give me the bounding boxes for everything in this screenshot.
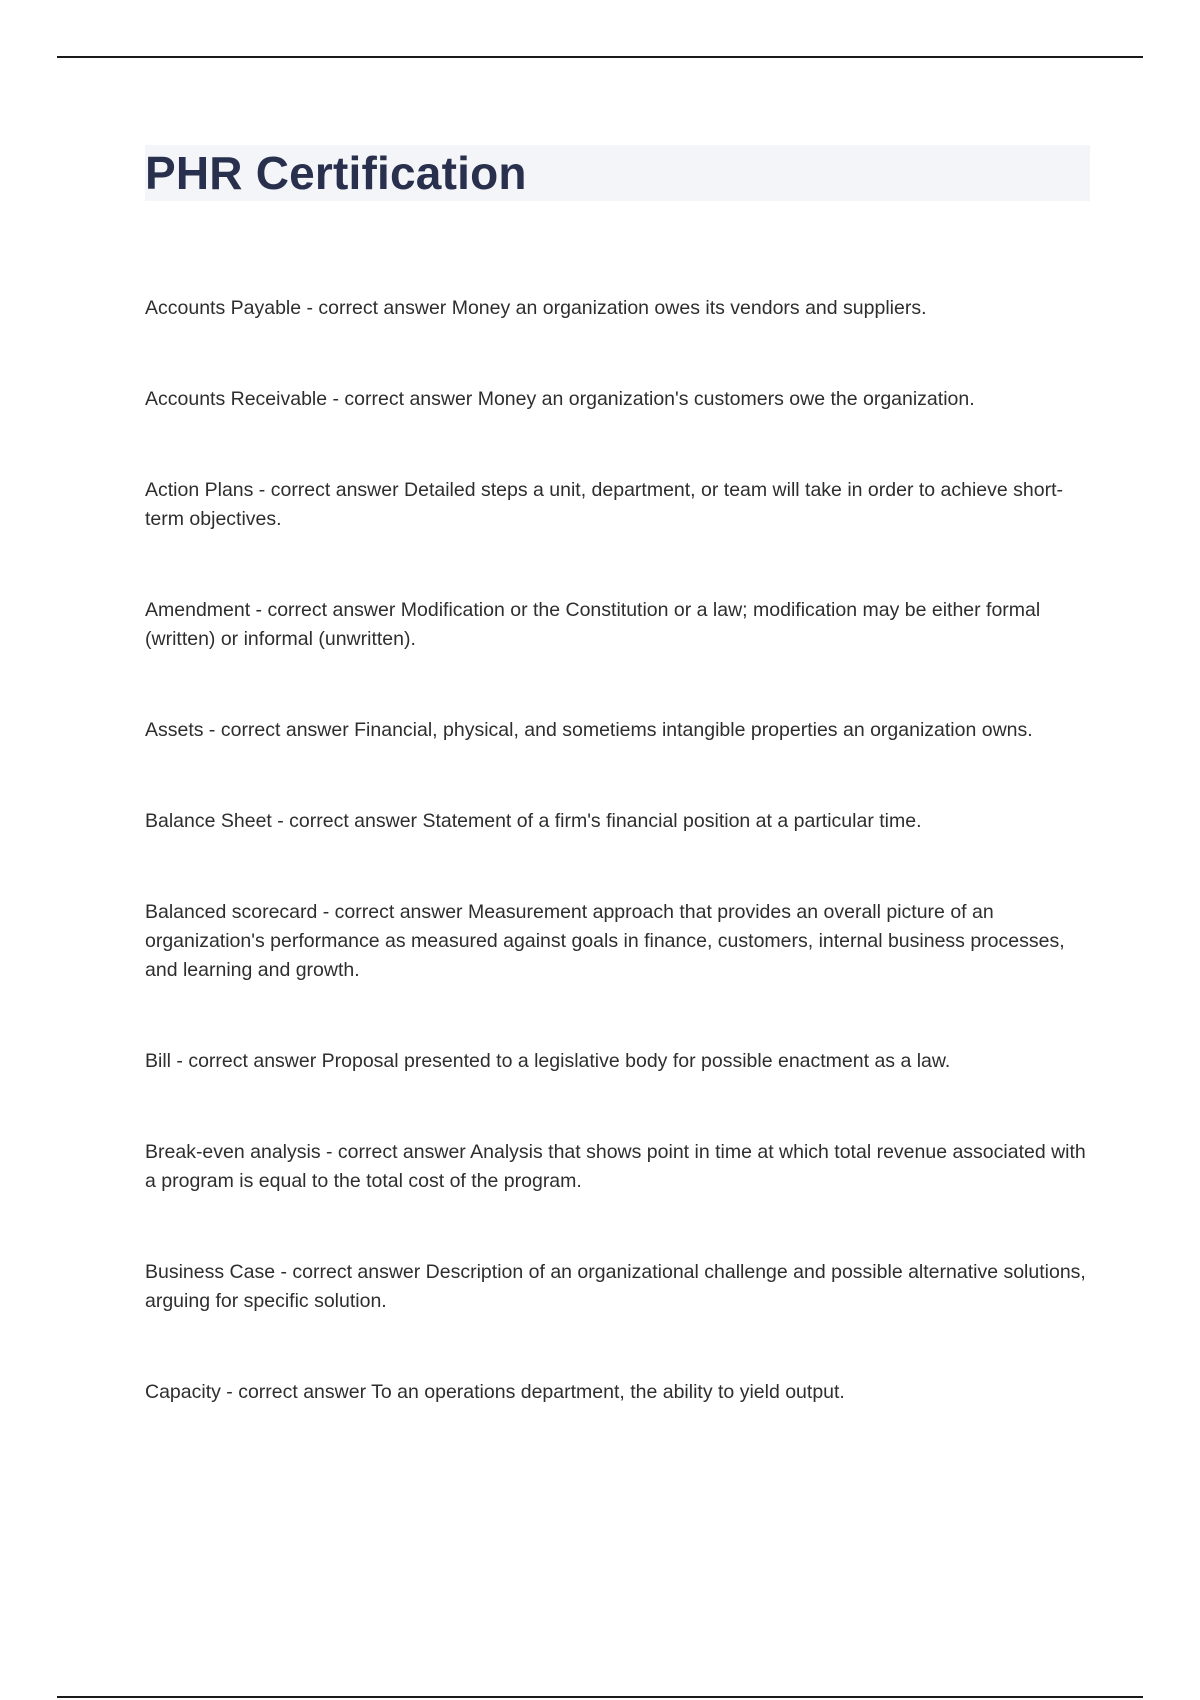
glossary-list xyxy=(145,294,1090,1407)
header-rule xyxy=(57,56,1143,58)
glossary-entry-balanced-scorecard: Balanced scorecard - correct answer Measurement approach that provides an overall picture of an organization's performance as measured against goals in finance, customers, internal business processes, and learning and growth. xyxy=(145,901,1065,981)
title-band xyxy=(145,145,1090,201)
glossary-entry-break-even-analysis: Break-even analysis - correct answer Analysis that shows point in time at which total revenue associated with a program is equal to the total cost of the program. xyxy=(145,1141,1086,1192)
glossary-entry-accounts-receivable: Accounts Receivable - correct answer Money an organization's customers owe the organization. xyxy=(145,388,975,410)
footer-rule xyxy=(57,1696,1143,1698)
glossary-entry-capacity: Capacity - correct answer To an operations department, the ability to yield output. xyxy=(145,1381,845,1403)
glossary-entry-business-case: Business Case - correct answer Description of an organizational challenge and possible alternative solutions, arguing for specific solution. xyxy=(145,1261,1086,1312)
glossary-entry-assets: Assets - correct answer Financial, physical, and sometiems intangible properties an organization owns. xyxy=(145,719,1033,741)
glossary-entry-balance-sheet: Balance Sheet - correct answer Statement of a firm's financial position at a particular time. xyxy=(145,810,922,832)
glossary-entry-accounts-payable: Accounts Payable - correct answer Money an organization owes its vendors and suppliers. xyxy=(145,297,927,319)
page-content xyxy=(145,145,1090,1469)
glossary-entry-action-plans: Action Plans - correct answer Detailed steps a unit, department, or team will take in order to achieve short-term objectives. xyxy=(145,479,1064,530)
glossary-entry-bill: Bill - correct answer Proposal presented to a legislative body for possible enactment as a law. xyxy=(145,1050,951,1072)
page-title: PHR Certification xyxy=(145,147,527,199)
glossary-entry-amendment: Amendment - correct answer Modification or the Constitution or a law; modification may be either formal (written) or informal (unwritten). xyxy=(145,599,1041,650)
